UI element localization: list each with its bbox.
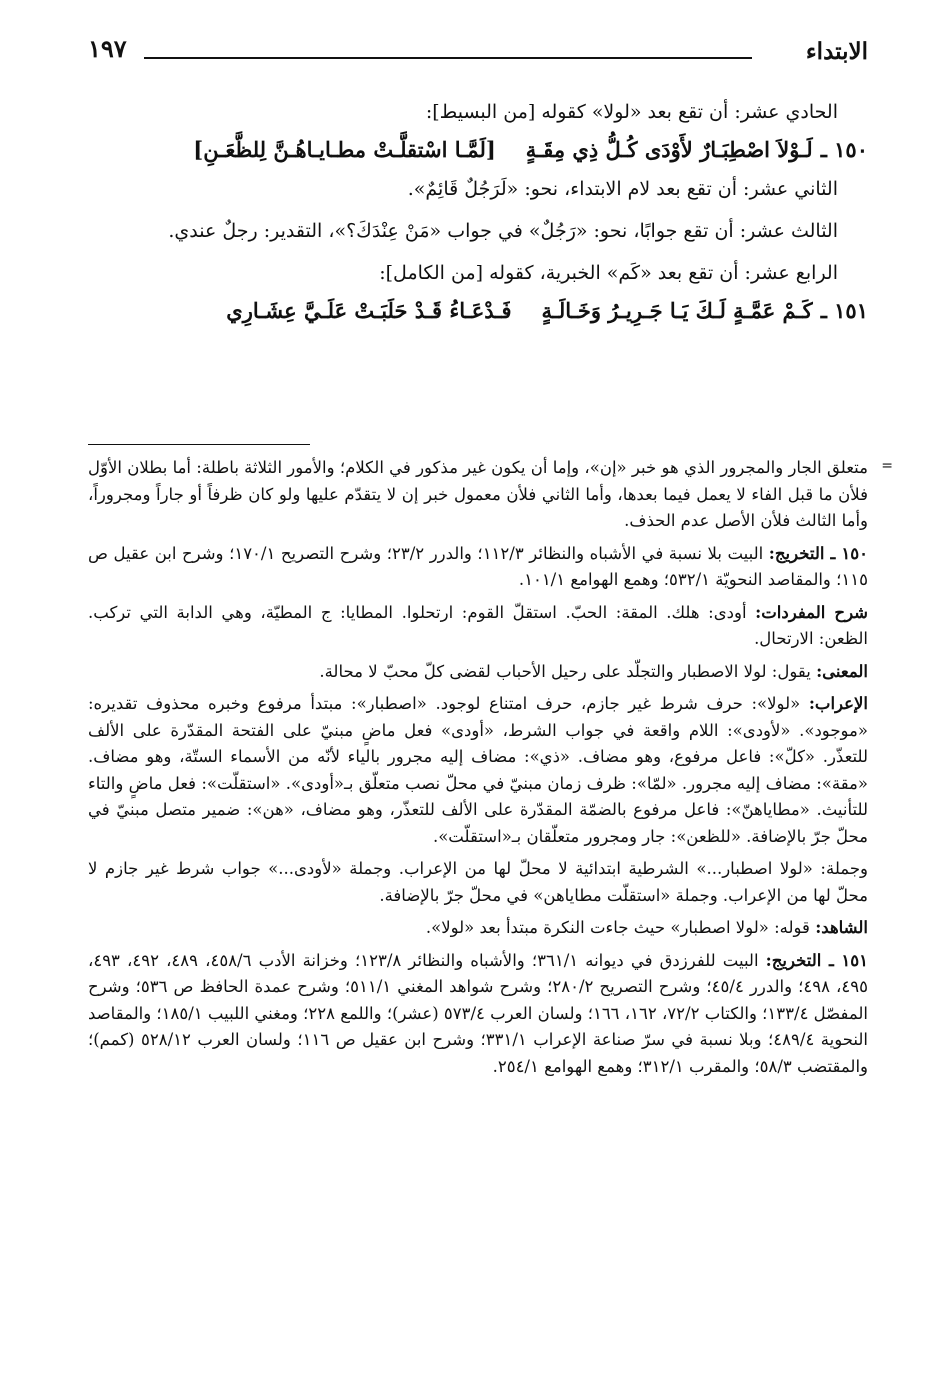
- footnote-150-maana: [88, 659, 868, 686]
- verse-number: ١٥١ ـ: [820, 298, 868, 323]
- footnote-150-shahid: [88, 915, 868, 942]
- footnotes: [88, 455, 868, 1086]
- maana-text: يقول: لولا الاصطبار والتجلّد على رحيل الأحباب لقضى كلّ محبّ لا محالة.: [319, 661, 811, 681]
- takhrij-text: البيت للفرزدق في ديوانه ٣٦١/١؛ والأشباه والنظائر ١٢٣/٨؛ وخزانة الأدب ٤٥٨/٦، ٤٨٩، ٤٩٢، ٤٩٣، ٤٩٥، ٤٩٨؛ والدرر ٤٥/٤؛ وشرح التصريح ٢٨٠/٢؛ وشرح شواهد المغني ٥١١/١؛ وشرح عمدة الحافظ ص ٥٣٦؛ وشرح المفصّل ١٣٣/٤؛ والكتاب ٧٢/٢، ١٦٢، ١٦٦؛ ولسان العرب ٥٧٣/٤ (عشر)؛ واللمع ٢٢٨؛ ومغني اللبيب ١٨٥/١؛ والمقاصد النحوية ٤٨٩/٤؛ وبلا نسبة في سرّ صناعة الإعراب ٣٣١/١؛ وشرح ابن عقيل ص ١١٦؛ ولسان العرب ٥٢٨/١٢ (كمم)؛ والمقتضب ٥٨/٣؛ والمقرب ٣١٢/١؛ وهمع الهوامع ٢٥٤/١.: [88, 950, 868, 1076]
- page-header: [88, 30, 868, 70]
- shahid-text: قوله: «لولا اصطبار» حيث جاءت النكرة مبتدأ بعد «لولا».: [425, 918, 810, 937]
- mufradat-label: شرح المفردات:: [755, 602, 869, 622]
- footnote-divider: [88, 444, 310, 445]
- verse-151: [88, 298, 868, 323]
- footnote-151-takhrij: [88, 948, 868, 1081]
- shahid-label: الشاهد:: [815, 918, 868, 937]
- verse-hemistich-second: [لَمَّـا اسْتقلَّـتْ مطـايـاهُـنَّ لِلظَّعَـنِ]: [193, 137, 496, 162]
- header-rule: [144, 57, 752, 59]
- verse-hemistich-second: فَـدْعَـاءُ قَـدْ حَلَبَـتْ عَلَـيَّ عِشَـارِي: [226, 298, 512, 323]
- footnote-150-irab: [88, 691, 868, 850]
- footnote-150-jumla: وجملة: «لولا اصطبار...» الشرطية ابتدائية لا محلّ لها من الإعراب. وجملة «لأودى...» جواب شرط غير جازم لا محلّ لها من الإعراب. وجملة «استقلّت مطاياهن» في محلّ جرّ بالإضافة.: [88, 859, 868, 905]
- takhrij-label: ١٥١ ـ التخريج:: [765, 950, 869, 970]
- verse-hemistich-first: كَـمْ عَمَّـةٍ لَـكَ يَـا جَـرِيـرُ وَخَـالَـةٍ: [541, 298, 813, 323]
- footnote-150-takhrij: [88, 541, 868, 594]
- irab-text: «لولا»: حرف شرط غير جازم، حرف امتناع لوجود. «اصطبار»: مبتدأ مرفوع وخبره محذوف تقديره: «موجود». «لأودى»: اللام واقعة في جواب الشرط، «أودى» فعل ماضٍ مبنيّ على الفتحة المقدّرة على الألف للتعذّر. «كلّ»: فاعل مرفوع، وهو مضاف. «ذي»: مضاف إليه مجرور بالياء لأنّه من الأسماء الستّة، وهو مضاف. «مقة»: مضاف إليه مجرور. «لمّا»: ظرف زمان مبنيّ في محلّ نصب متعلّق بـ«أودى». «استقلّت»: فعل ماضٍ والتاء للتأنيث. «مطاياهنّ»: فاعل مرفوع بالضمّة المقدّرة على الألف للتعذّر، وهو مضاف، «هن»: ضمير متصل مبنيّ في محلّ جرّ بالإضافة. «للظعن»: جار ومجرور متعلّقان بـ«استقلّت».: [88, 694, 868, 846]
- verse-hemistich-first: لَـوْلاَ اصْطِبَـارٌ لأَوْدَى كُـلُّ ذِي مِقَـةٍ: [525, 137, 813, 162]
- takhrij-label: ١٥٠ ـ التخريج:: [768, 543, 868, 563]
- item-twelve: الثاني عشر: أن تقع بعد لام الابتداء، نحو: «لَرَجُلٌ قَائِمٌ».: [407, 178, 838, 200]
- page-number: ١٩٧: [88, 34, 127, 63]
- takhrij-text: البيت بلا نسبة في الأشباه والنظائر ١١٢/٣؛ والدرر ٢٣/٢؛ وشرح التصريح ١٧٠/١؛ وشرح ابن عقيل ص ١١٥؛ والمقاصد النحويّة ٥٣٢/١؛ وهمع الهوامع ١٠١/١.: [88, 543, 868, 589]
- footnote-continuation: متعلق الجار والمجرور الذي هو خبر «إن»، وإما أن يكون غير مذكور في الكلام؛ والأمور الثلاثة باطلة: أما بطلان الأوّل فلأن ما قبل الفاء لا يعمل فيما بعدها، وأما الثاني فلأن معمول خبر إن لا يتقدّم عليها ولو كان ظرفاً أو جاراً ومجروراً، وأما الثالث فلأن الأصل عدم الحذف.: [88, 458, 868, 530]
- verse-150: [88, 137, 868, 162]
- item-eleven: الحادي عشر: أن تقع بعد «لولا» كقوله [من البسيط]:: [425, 101, 838, 123]
- main-text: [88, 95, 868, 333]
- mufradat-text: أودى: هلك. المقة: الحبّ. استقلّ القوم: ارتحلوا. المطايا: ج المطيّة، وهي الدابة التي تركب. الظعن: الارتحال.: [88, 602, 868, 648]
- continuation-mark: =: [881, 458, 893, 474]
- irab-label: الإعراب:: [808, 694, 868, 713]
- item-thirteen: الثالث عشر: أن تقع جوابًا، نحو: «رَجُلٌ» في جواب «مَنْ عِنْدَكَ؟»، التقدير: رجلٌ عندي.: [168, 220, 838, 242]
- maana-label: المعنى:: [816, 661, 868, 681]
- chapter-title: الابتداء: [805, 38, 868, 65]
- footnote-150-mufradat: [88, 600, 868, 653]
- verse-number: ١٥٠ ـ: [820, 137, 868, 162]
- item-fourteen: الرابع عشر: أن تقع بعد «كَم» الخبرية، كقوله [من الكامل]:: [379, 262, 838, 284]
